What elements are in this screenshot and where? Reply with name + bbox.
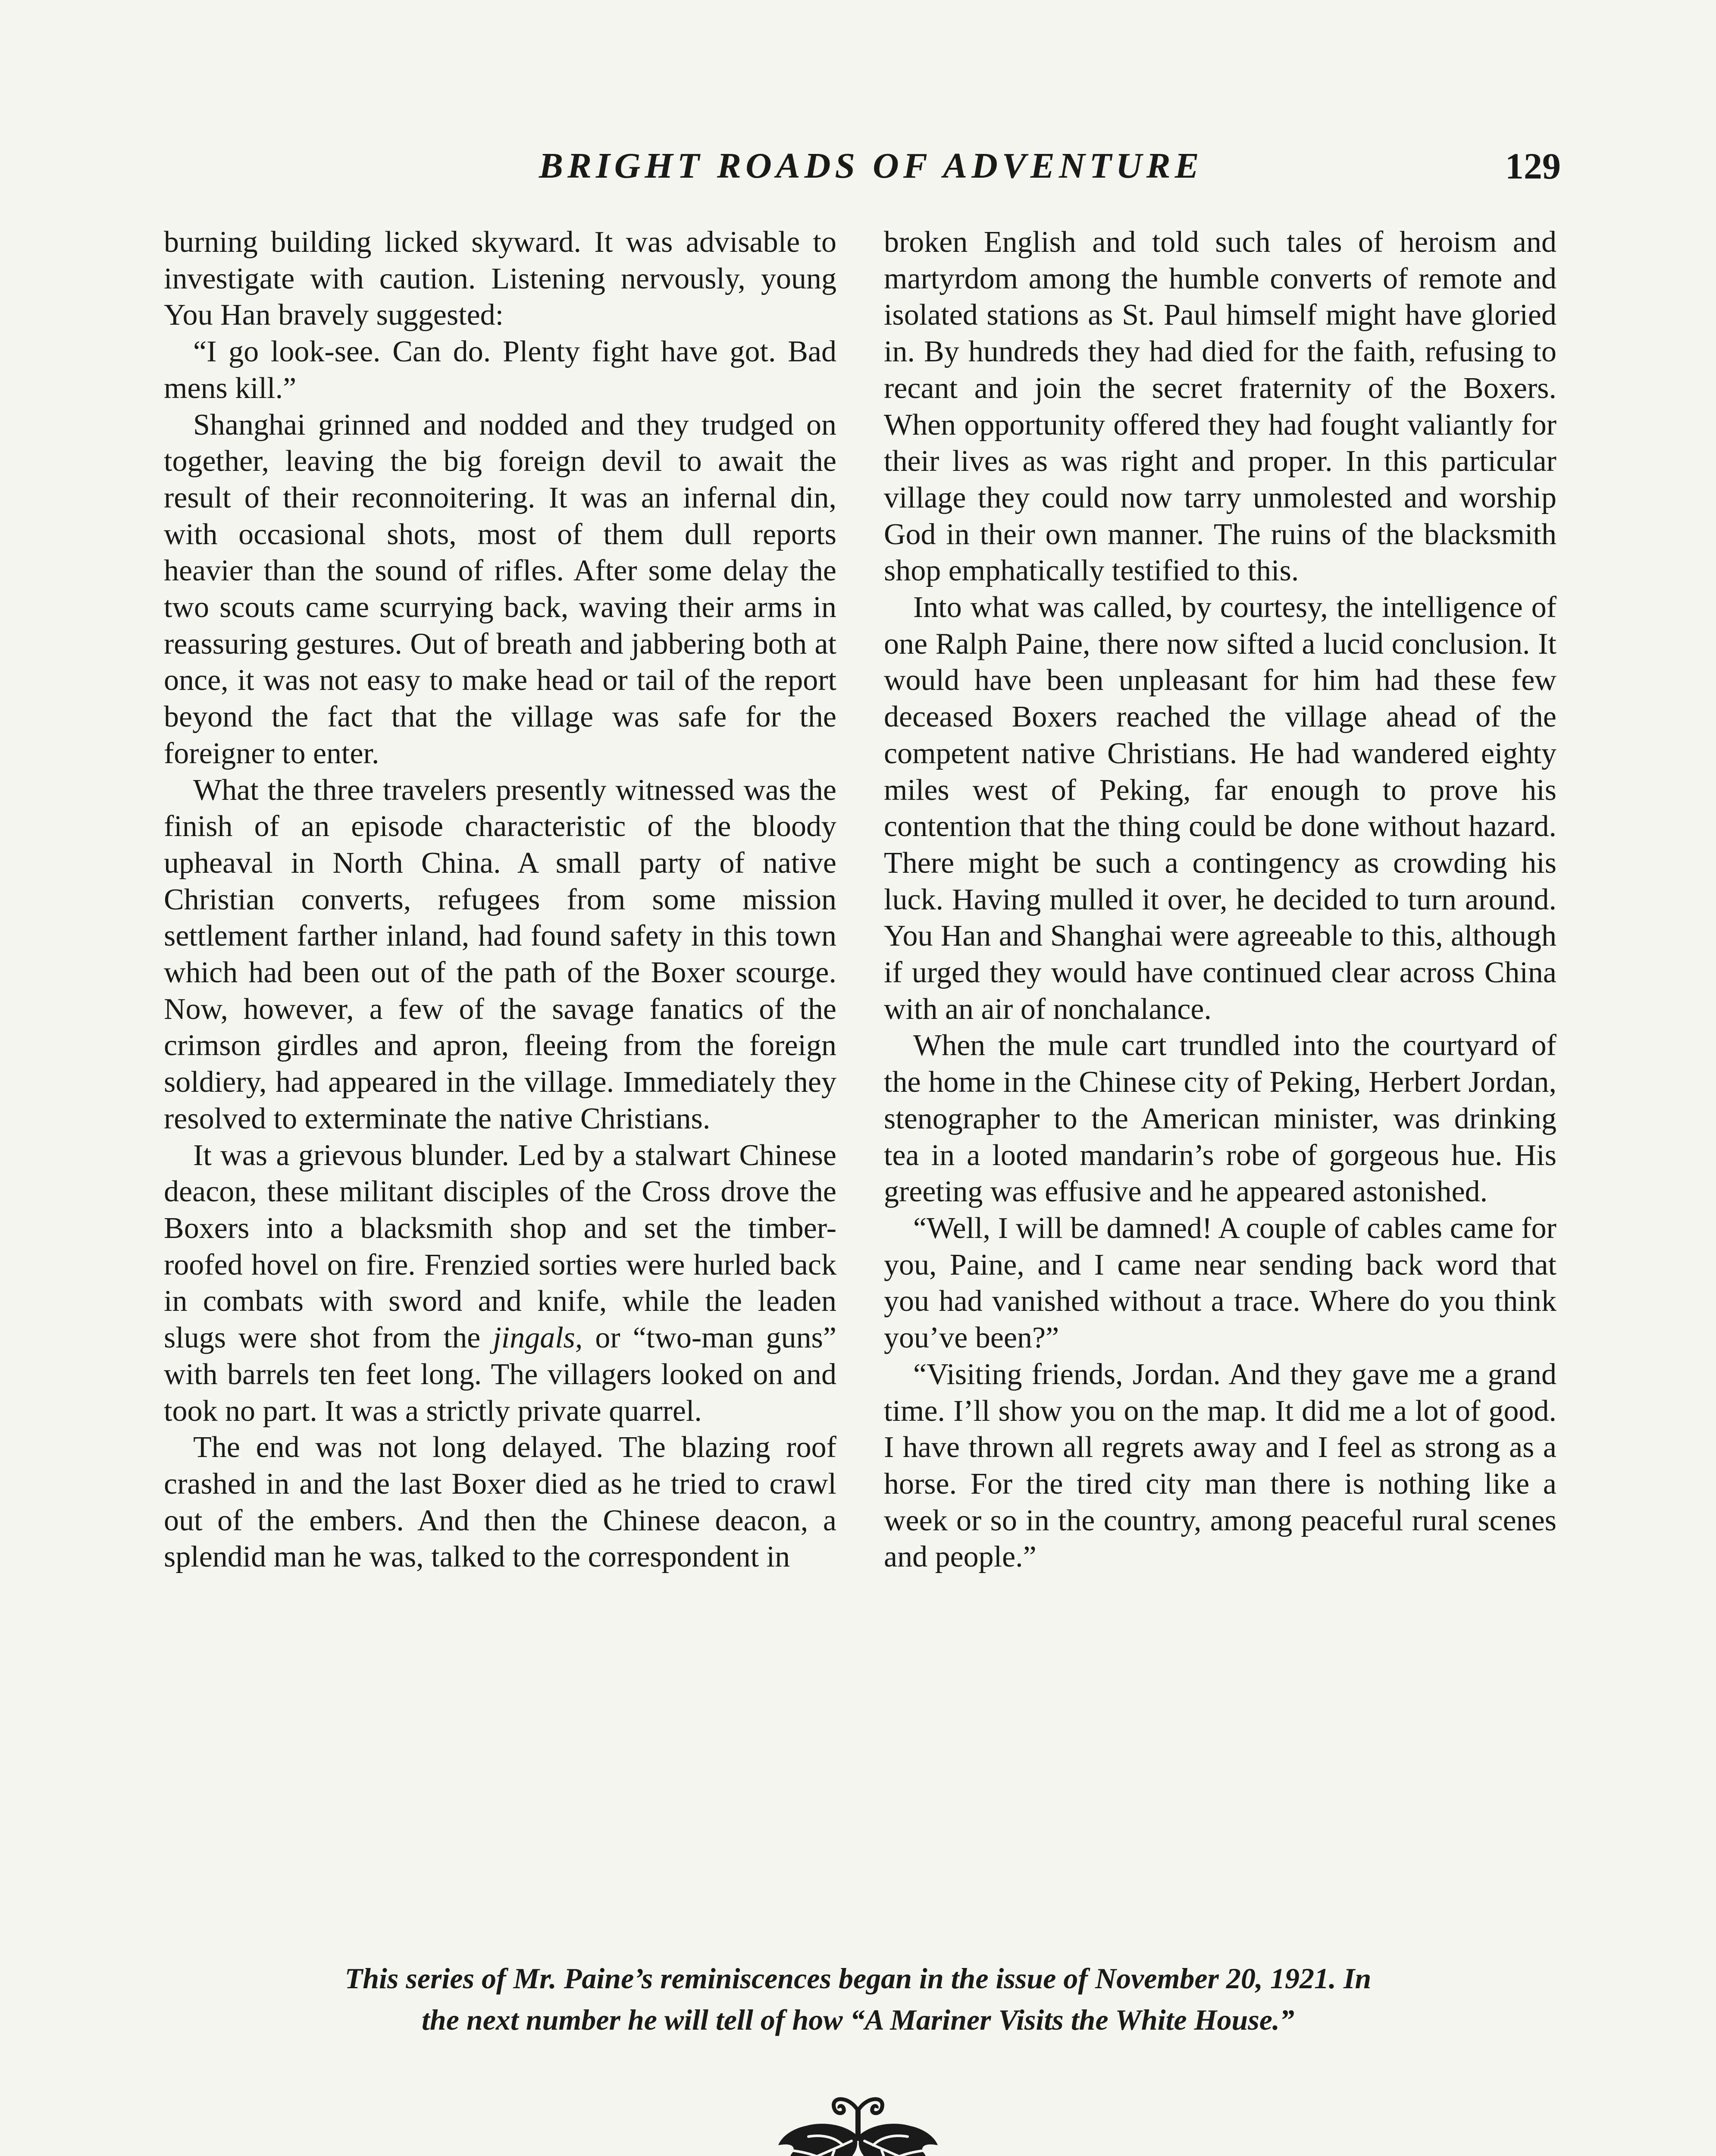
editor-note-line: the next number he will tell of how “A Mariner Visits the White House.”: [421, 2003, 1295, 2036]
running-title: BRIGHT ROADS OF ADVENTURE: [539, 146, 1203, 186]
left-column: [164, 224, 836, 1576]
italic-term: jingals,: [493, 1321, 583, 1355]
paragraph: “I go look-see. Can do. Plenty fight have got. Bad mens kill.”: [164, 335, 836, 405]
editor-note: [172, 1958, 1544, 2040]
editor-note-line: This series of Mr. Paine’s reminiscences began in the issue of November 20, 1921. In: [344, 1962, 1372, 1995]
paragraph: burning building licked skyward. It was advisable to investigate with caution. Listening nervously, young You Han bravely suggested:: [164, 226, 836, 332]
paragraph: “Visiting friends, Jordan. And they gave me a grand time. I’ll show you on the map. It did me a lot of good. I have thrown all regrets away and I feel as strong as a horse. For the tired city man there is nothing like a week or so in the country, among peaceful rural scenes and people.”: [884, 1357, 1556, 1574]
paragraph: When the mule cart trundled into the courtyard of the home in the Chinese city of Peking, Herbert Jordan, stenographer to the American minister, was drinking tea in a looted mandarin’s robe of gorgeous hue. His greeting was effusive and he appeared astonished.: [884, 1029, 1556, 1209]
paragraph: Shanghai grinned and nodded and they trudged on together, leaving the big foreign devil to await the result of their reconnoitering. It was an infernal din, with occasional shots, most of them dull reports heavier than the sound of rifles. After some delay the two scouts came scurrying back, waving their arms in reassuring gestures. Out of breath and jabbering both at once, it was not easy to make head or tail of the report beyond the fact that the village was safe for the foreigner to enter.: [164, 408, 836, 770]
grape-leaf-vignette-icon: [770, 2093, 946, 2156]
running-head: [164, 142, 1561, 194]
paragraph: “Well, I will be damned! A couple of cables came for you, Paine, and I came near sending back word that you had vanished without a trace. Where do you think you’ve been?”: [884, 1211, 1556, 1355]
paragraph: What the three travelers presently witnessed was the finish of an episode characteristic of the bloody upheaval in North China. A small party of native Christian converts, refugees from some mission settlement farther inland, had found safety in this town which had been out of the path of the Boxer scourge. Now, however, a few of the savage fanatics of the crimson girdles and apron, fleeing from the foreign soldiery, had appeared in the village. Immediately they resolved to exterminate the native Christians.: [164, 773, 836, 1135]
paragraph: [164, 1138, 836, 1430]
right-column: [884, 224, 1556, 1576]
paragraph: Into what was called, by courtesy, the intelligence of one Ralph Paine, there now sifted a lucid conclusion. It would have been unpleasant for him had these few deceased Boxers reached the village ahead of the competent native Christians. He had wandered eighty miles west of Peking, far enough to prove his contention that the thing could be done without hazard. There might be such a contingency as crowding his luck. Having mulled it over, he decided to turn around. You Han and Shanghai were agreeable to this, although if urged they would have continued clear across China with an air of nonchalance.: [884, 591, 1556, 1026]
article-body: [164, 224, 1561, 1932]
paragraph: broken English and told such tales of heroism and martyrdom among the humble converts of remote and isolated stations as St. Paul himself might have gloried in. By hundreds they had died for the faith, refusing to recant and join the secret fraternity of the Boxers. When opportunity offered they had fought valiantly for their lives as was right and proper. In this particular village they could now tarry unmolested and worship God in their own manner. The ruins of the blacksmith shop emphatically testified to this.: [884, 226, 1556, 588]
paragraph-text: It was a grievous blunder. Led by a stalwart Chinese deacon, these militant disciples of the Cross drove the Boxers into a blacksmith shop and set the timber-roofed hovel on fire. Frenzied sorties were hurled back in combats with sword and knife, while the leaden slugs were shot from the: [164, 1138, 836, 1355]
paragraph: The end was not long delayed. The blazing roof crashed in and the last Boxer died as he tried to crawl out of the embers. And then the Chinese deacon, a splendid man he was, talked to the correspondent in: [164, 1431, 836, 1574]
page-number: 129: [1505, 145, 1561, 187]
paragraph-text: or “two-man guns” with barrels ten feet long. The villagers looked on and took no part. It was a strictly private quarrel.: [164, 1321, 836, 1428]
